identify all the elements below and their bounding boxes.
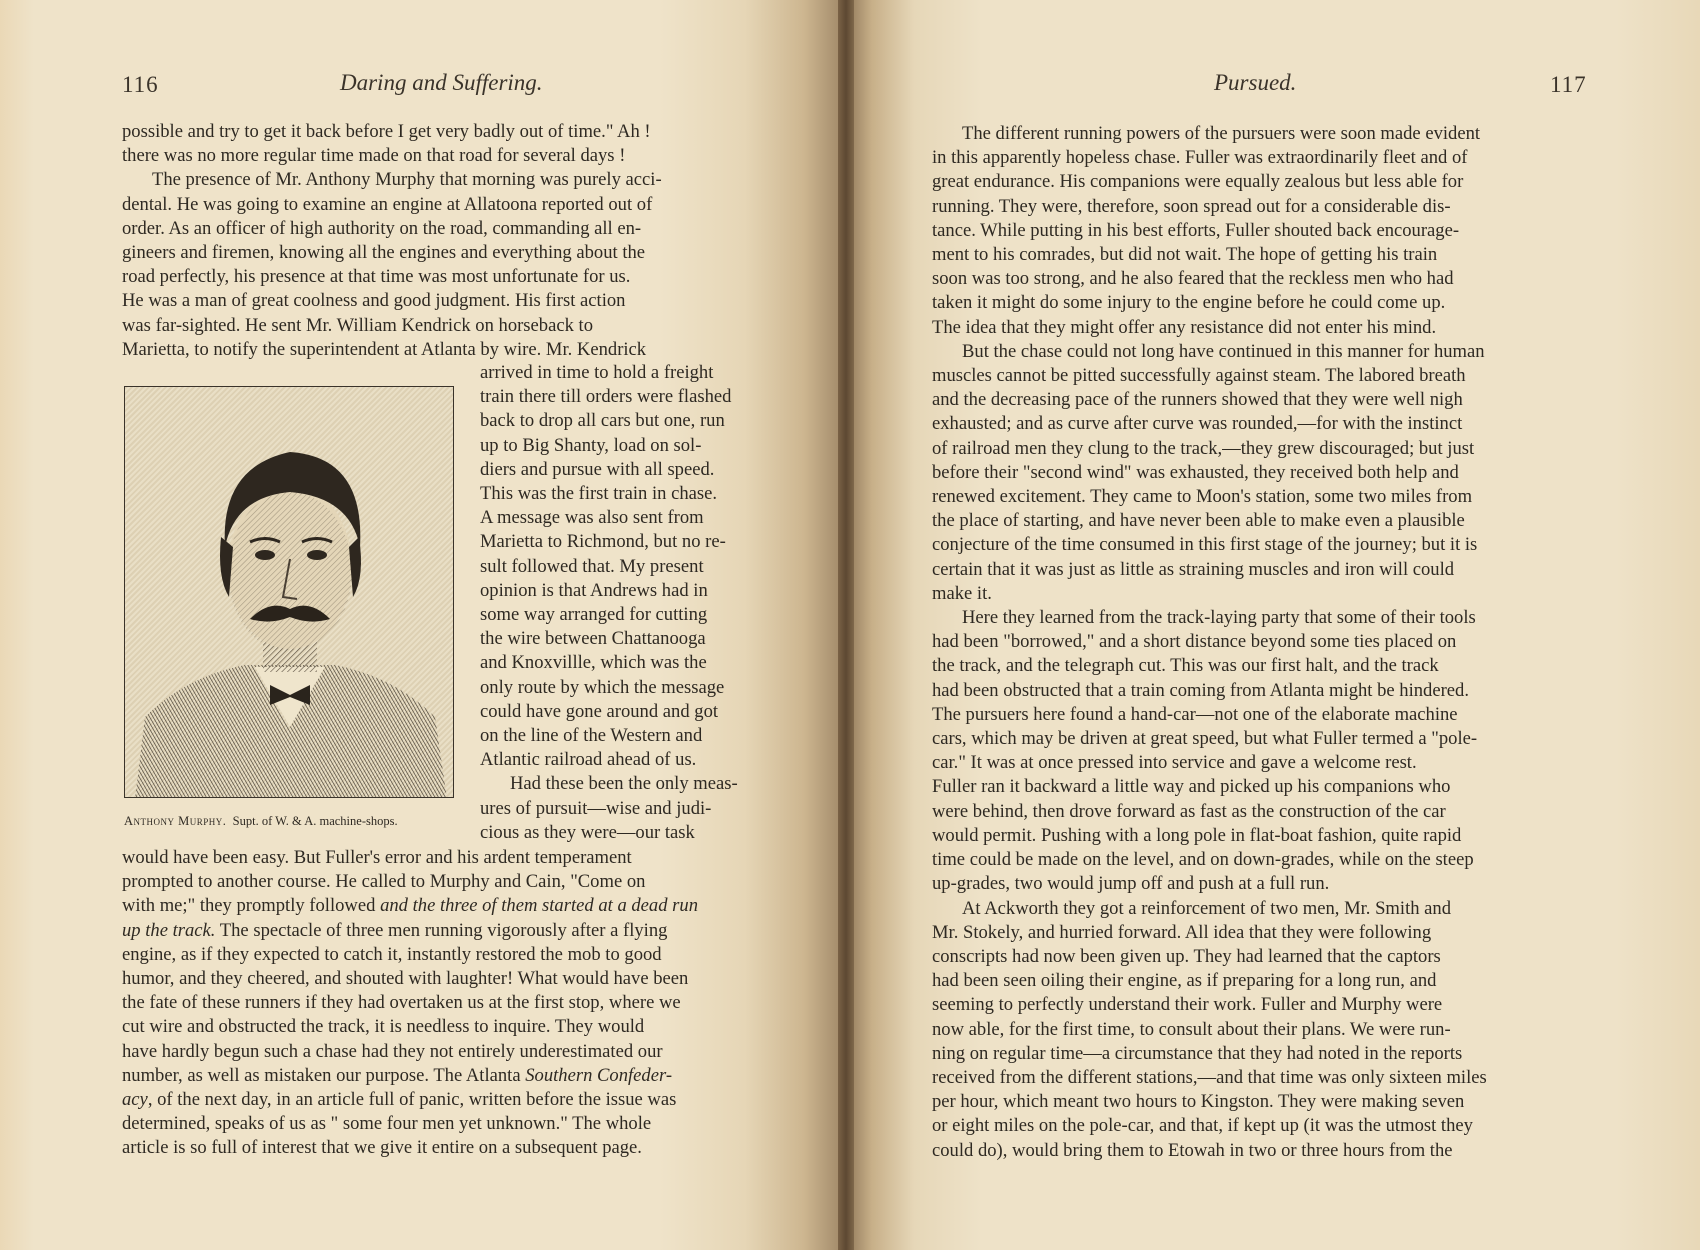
text-line: The presence of Mr. Anthony Murphy that morning was purely acci- xyxy=(152,169,662,191)
text-line: up to Big Shanty, load on sol- xyxy=(480,434,702,456)
text-line: opinion is that Andrews had in xyxy=(480,579,708,601)
text-line: time could be made on the level, and on down-grades, while on the steep xyxy=(932,849,1474,871)
text-line: could have gone around and got xyxy=(480,700,719,722)
text-line: renewed excitement. They came to Moon's station, some two miles from xyxy=(932,486,1473,508)
text-line: train there till orders were flashed xyxy=(480,386,732,408)
text-line: there was no more regular time made on that road for several days ! xyxy=(122,145,626,167)
sideburn-right xyxy=(349,537,361,597)
text-line: up-grades, two would jump off and push at a full run. xyxy=(932,873,1330,895)
right-page-text xyxy=(932,122,1584,1163)
text-line: before their "second wind" was exhausted, they received both help and xyxy=(932,461,1459,483)
text-line: road perfectly, his presence at that time was most unfortunate for us. xyxy=(122,266,631,288)
text-line: gineers and firemen, knowing all the engines and everything about the xyxy=(122,242,646,264)
text-line: ning on regular time—a circumstance that they had noted in the reports xyxy=(932,1042,1463,1064)
text-line: This was the first train in chase. xyxy=(480,483,718,505)
text-line: were behind, then drove forward as fast as the construction of the car xyxy=(932,800,1446,822)
italic-span: Southern Confeder- xyxy=(525,1064,673,1086)
text-line: The pursuers here found a hand-car—not one of the elaborate machine xyxy=(932,703,1458,725)
text-line: Marietta to Richmond, but no re- xyxy=(480,531,726,553)
text-line: the wire between Chattanooga xyxy=(480,628,706,650)
text-line: sult followed that. My present xyxy=(480,555,704,577)
text-line: could do), would bring them to Etowah in two or three hours from the xyxy=(932,1139,1453,1161)
left-page xyxy=(0,0,846,1250)
text-line: muscles cannot be pitted successfully against steam. The labored breath xyxy=(932,365,1466,387)
text-line: would permit. Pushing with a long pole in flat-boat fashion, quite rapid xyxy=(932,824,1462,846)
text-line: Here they learned from the track-laying party that some of their tools xyxy=(962,607,1476,629)
text-line xyxy=(122,919,772,943)
text-line: A message was also sent from xyxy=(480,507,704,529)
text-line: ures of pursuit—wise and judi- xyxy=(480,797,712,819)
text-line: article is so full of interest that we give it entire on a subsequent page. xyxy=(122,1137,642,1159)
book-gutter xyxy=(838,0,854,1250)
left-top-text xyxy=(122,120,772,362)
text-line: running. They were, therefore, soon spread out for a considerable dis- xyxy=(932,195,1451,217)
text-line: or eight miles on the pole-car, and that, if kept up (it was the utmost they xyxy=(932,1115,1473,1137)
text-line: prompted to another course. He called to Murphy and Cain, "Come on xyxy=(122,871,646,893)
text-line: engine, as if they expected to catch it, instantly restored the mob to good xyxy=(122,943,662,965)
text-span: , of the next day, in an article full of panic, written before the issue was xyxy=(147,1089,677,1111)
portrait-engraving xyxy=(125,387,454,798)
text-line: conjecture of the time consumed in this first stage of the journey; but it is xyxy=(932,534,1478,556)
text-line xyxy=(122,1088,772,1112)
text-line: on the line of the Western and xyxy=(480,725,703,747)
text-line: had been obstructed that a train coming from Atlanta might be hindered. xyxy=(932,679,1469,701)
text-line: humor, and they cheered, and shouted with laughter! What would have been xyxy=(122,968,689,990)
text-line: only route by which the message xyxy=(480,676,725,698)
text-line: make it. xyxy=(932,582,992,604)
text-line: received from the different stations,—and that time was only sixteen miles xyxy=(932,1066,1487,1088)
right-page-number: 117 xyxy=(1550,72,1587,97)
text-line: Had these been the only meas- xyxy=(510,773,738,795)
italic-span: acy xyxy=(122,1089,148,1111)
text-line: the track, and the telegraph cut. This was our first halt, and the track xyxy=(932,655,1439,677)
text-line: now able, for the first time, to consult about their plans. We were run- xyxy=(932,1018,1451,1040)
eye-right xyxy=(307,550,327,560)
text-line: of railroad men they clung to the track,—they grew discouraged; but just xyxy=(932,437,1475,459)
text-line: and Knoxvillle, which was the xyxy=(480,652,707,674)
text-line: the fate of these runners if they had overtaken us at the first stop, where we xyxy=(122,992,681,1014)
text-line: car." It was at once pressed into service and gave a welcome rest. xyxy=(932,752,1417,774)
text-line: some way arranged for cutting xyxy=(480,604,708,626)
text-line: ment to his comrades, but did not wait. The hope of getting his train xyxy=(932,244,1438,266)
left-page-number: 116 xyxy=(122,72,159,97)
text-line: seeming to perfectly understand their work. Fuller and Murphy were xyxy=(932,994,1443,1016)
text-line: The idea that they might offer any resistance did not enter his mind. xyxy=(932,316,1437,338)
face-shading xyxy=(228,492,352,652)
italic-span: up the track. xyxy=(122,919,216,941)
text-line: diers and pursue with all speed. xyxy=(480,458,715,480)
text-line: the place of starting, and have never been able to make even a plausible xyxy=(932,510,1465,532)
text-line: arrived in time to hold a freight xyxy=(480,362,714,383)
text-line: cious as they were—our task xyxy=(480,821,695,843)
text-line: conscripts had now been given up. They had learned that the captors xyxy=(932,945,1441,967)
italic-span: and the three of them started at a dead run xyxy=(380,895,699,917)
text-line: had been "borrowed," and a short distance beyond some ties placed on xyxy=(932,631,1457,653)
text-line: in this apparently hopeless chase. Fuller was extraordinarily fleet and of xyxy=(932,147,1468,169)
text-line: was far-sighted. He sent Mr. William Kendrick on horseback to xyxy=(122,314,594,336)
text-line: per hour, which meant two hours to Kingston. They were making seven xyxy=(932,1091,1465,1113)
text-line: cut wire and obstructed the track, it is needless to inquire. They would xyxy=(122,1016,645,1038)
eye-left xyxy=(255,550,275,560)
text-line: great endurance. His companions were equally zealous but less able for xyxy=(932,171,1464,193)
text-line: soon was too strong, and he also feared that the reckless men who had xyxy=(932,268,1454,290)
text-line: dental. He was going to examine an engine at Allatoona reported out of xyxy=(122,193,653,215)
text-span: The spectacle of three men running vigorously after a flying xyxy=(215,919,668,941)
text-span: number, as well as mistaken our purpose. The Atlanta xyxy=(122,1064,526,1086)
text-line xyxy=(122,1064,772,1088)
left-narrow-text xyxy=(480,361,772,845)
text-line: determined, speaks of us as " some four men yet unknown." The whole xyxy=(122,1113,652,1135)
text-line: He was a man of great coolness and good judgment. His first action xyxy=(122,290,626,312)
text-line: certain that it was just as little as straining muscles and iron will could xyxy=(932,558,1455,580)
text-line: had been seen oiling their engine, as if preparing for a long run, and xyxy=(932,970,1437,992)
text-line: and the decreasing pace of the runners showed that they were well nigh xyxy=(932,389,1463,411)
text-line xyxy=(122,894,772,918)
text-line: back to drop all cars but one, run xyxy=(480,410,725,432)
portrait-frame xyxy=(124,386,454,798)
text-line: taken it might do some injury to the engine before he could come up. xyxy=(932,292,1446,314)
left-running-head: Daring and Suffering. xyxy=(340,70,543,95)
text-line: exhausted; and as curve after curve was rounded,—for with the instinct xyxy=(932,413,1463,435)
text-line: But the chase could not long have continued in this manner for human xyxy=(962,340,1485,362)
text-line: Marietta, to notify the superintendent at Atlanta by wire. Mr. Kendrick xyxy=(122,338,647,360)
text-line: At Ackworth they got a reinforcement of two men, Mr. Smith and xyxy=(962,897,1452,919)
left-bottom-text xyxy=(122,846,772,1161)
text-line: possible and try to get it back before I get very badly out of time." Ah ! xyxy=(122,121,651,142)
text-line: The different running powers of the pursuers were soon made evident xyxy=(962,123,1481,144)
text-line: Fuller ran it backward a little way and picked up his companions who xyxy=(932,776,1451,798)
caption-name: Anthony Murphy. xyxy=(124,814,227,828)
portrait-figure xyxy=(124,386,454,828)
text-line: order. As an officer of high authority on the road, commanding all en- xyxy=(122,217,642,239)
text-line: Atlantic railroad ahead of us. xyxy=(480,749,697,771)
caption-title: Supt. of W. & A. machine-shops. xyxy=(232,814,398,828)
text-line: Mr. Stokely, and hurried forward. All idea that they were following xyxy=(932,921,1432,943)
text-span: with me;" they promptly followed xyxy=(122,895,381,917)
text-line: would have been easy. But Fuller's error and his ardent temperament xyxy=(122,847,632,868)
text-line: cars, which may be driven at great speed, but what Fuller termed a "pole- xyxy=(932,728,1478,750)
text-line: have hardly begun such a chase had they not entirely underestimated our xyxy=(122,1040,663,1062)
portrait-caption xyxy=(124,814,464,829)
text-line: tance. While putting in his best efforts, Fuller shouted back encourage- xyxy=(932,219,1460,241)
right-running-head: Pursued. xyxy=(1214,70,1297,95)
